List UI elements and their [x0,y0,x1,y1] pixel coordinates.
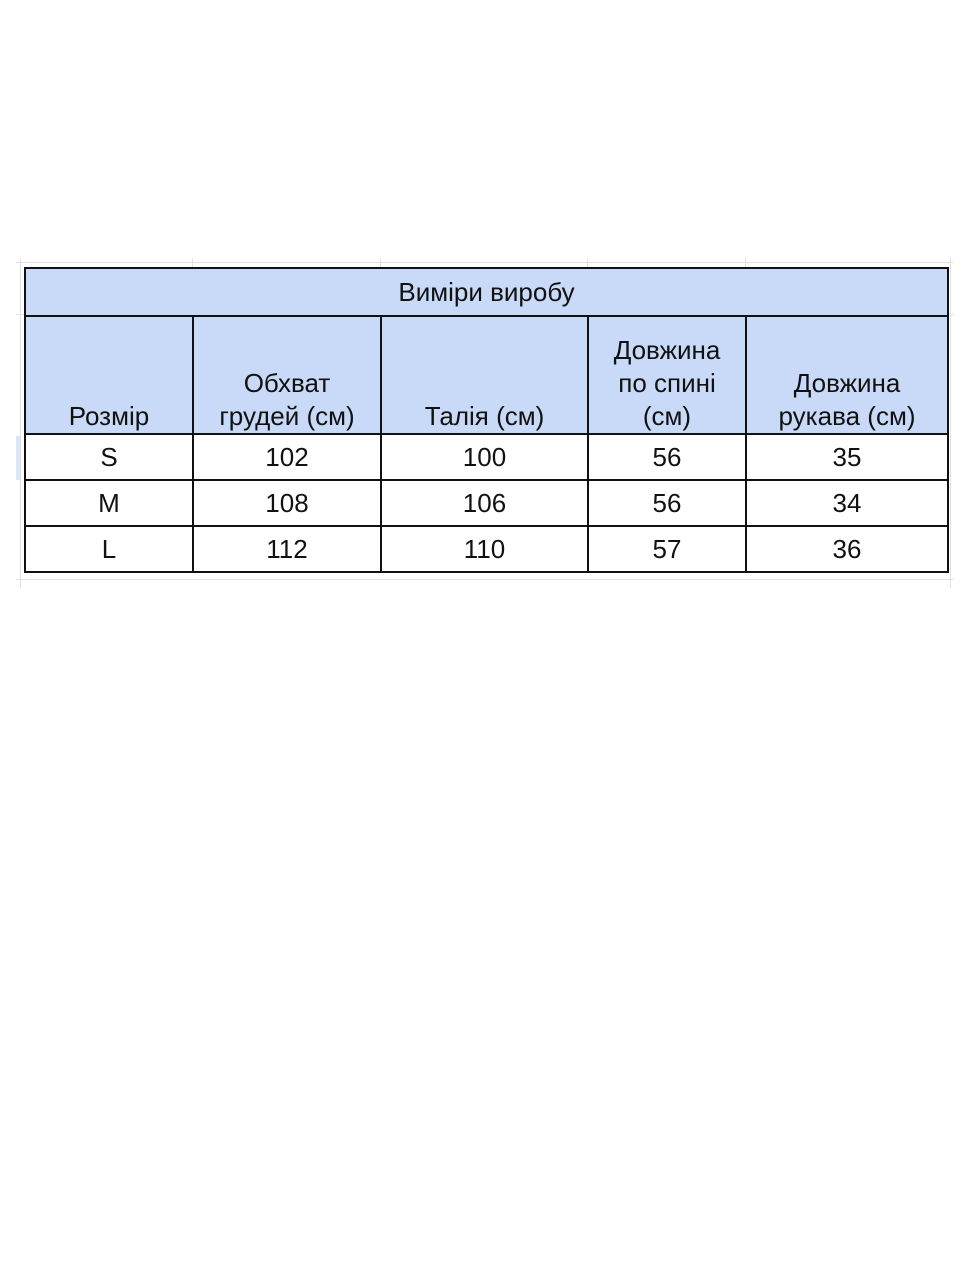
column-header-row [25,316,948,434]
header-sleeve-length-label: Довжина рукава (см) [778,368,916,431]
header-size [25,316,193,434]
cell-chest: 102 [193,434,381,480]
cell-size: L [25,526,193,572]
cell-size: M [25,480,193,526]
header-chest-label: Обхват грудей (см) [219,368,355,431]
header-sleeve-length [746,316,948,434]
cell-waist: 106 [381,480,588,526]
header-size-label: Розмір [68,401,150,431]
table-title-row [25,268,948,316]
header-back-length-label: Довжина по спині (см) [613,335,721,431]
cell-sleeve-length: 34 [746,480,948,526]
header-back-length [588,316,746,434]
cell-chest: 108 [193,480,381,526]
cell-sleeve-length: 35 [746,434,948,480]
table-row [25,434,948,480]
cell-chest: 112 [193,526,381,572]
header-chest [193,316,381,434]
cell-back-length: 56 [588,480,746,526]
table-title: Виміри виробу [25,268,948,316]
cell-back-length: 57 [588,526,746,572]
header-waist-label: Талія (см) [424,401,545,431]
size-measurements-table [24,267,949,573]
cell-waist: 110 [381,526,588,572]
cell-sleeve-length: 36 [746,526,948,572]
cell-back-length: 56 [588,434,746,480]
row-selection-marker [16,436,20,480]
cell-waist: 100 [381,434,588,480]
header-waist [381,316,588,434]
table-row [25,526,948,572]
cell-size: S [25,434,193,480]
table-row [25,480,948,526]
